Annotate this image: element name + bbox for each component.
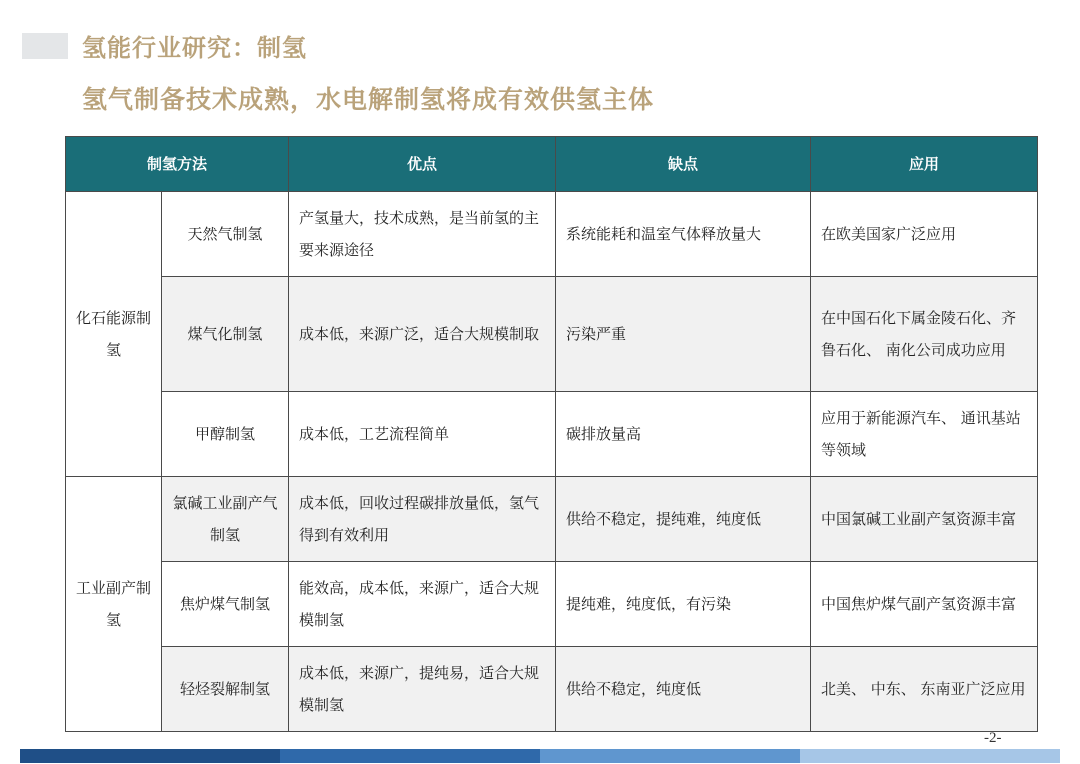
header-cons: 缺点 (556, 137, 811, 192)
cons-cell: 碳排放量高 (556, 392, 811, 477)
method-cell: 轻烃裂解制氢 (162, 647, 289, 732)
table-row (66, 192, 1038, 277)
application-cell: 中国焦炉煤气副产氢资源丰富 (811, 562, 1038, 647)
page-title: 氢能行业研究：制氢 (82, 34, 307, 62)
table-row (66, 477, 1038, 562)
page-subtitle: 氢气制备技术成熟，水电解制氢将成有效供氢主体 (82, 85, 655, 114)
pros-cell: 成本低，工艺流程简单 (289, 392, 556, 477)
application-cell: 北美、 中东、 东南亚广泛应用 (811, 647, 1038, 732)
pros-cell: 能效高，成本低，来源广，适合大规模制氢 (289, 562, 556, 647)
table-row (66, 562, 1038, 647)
application-cell: 应用于新能源汽车、 通讯基站等领域 (811, 392, 1038, 477)
method-cell: 甲醇制氢 (162, 392, 289, 477)
header-application: 应用 (811, 137, 1038, 192)
footer-segment (280, 749, 540, 763)
cons-cell: 污染严重 (556, 277, 811, 392)
table-header-row (66, 137, 1038, 192)
application-cell: 在中国石化下属金陵石化、齐鲁石化、 南化公司成功应用 (811, 277, 1038, 392)
pros-cell: 成本低，来源广，提纯易，适合大规模制氢 (289, 647, 556, 732)
pros-cell: 成本低，回收过程碳排放量低，氢气得到有效利用 (289, 477, 556, 562)
table-row (66, 647, 1038, 732)
method-cell: 天然气制氢 (162, 192, 289, 277)
cons-cell: 供给不稳定，纯度低 (556, 647, 811, 732)
header-pros: 优点 (289, 137, 556, 192)
footer-color-bar (20, 749, 1060, 763)
category-fossil: 化石能源制氢 (66, 192, 162, 477)
category-industrial: 工业副产制氢 (66, 477, 162, 732)
application-cell: 在欧美国家广泛应用 (811, 192, 1038, 277)
pros-cell: 产氢量大，技术成熟，是当前氢的主要来源途径 (289, 192, 556, 277)
cons-cell: 系统能耗和温室气体释放量大 (556, 192, 811, 277)
footer-segment (540, 749, 800, 763)
page-number: -2- (984, 730, 1002, 746)
footer-segment (20, 749, 280, 763)
method-cell: 氯碱工业副产气制氢 (162, 477, 289, 562)
header-accent-block (22, 33, 68, 59)
method-cell: 煤气化制氢 (162, 277, 289, 392)
pros-cell: 成本低，来源广泛，适合大规模制取 (289, 277, 556, 392)
application-cell: 中国氯碱工业副产氢资源丰富 (811, 477, 1038, 562)
footer-segment (800, 749, 1060, 763)
table-row (66, 392, 1038, 477)
method-cell: 焦炉煤气制氢 (162, 562, 289, 647)
cons-cell: 提纯难，纯度低，有污染 (556, 562, 811, 647)
table-row (66, 277, 1038, 392)
hydrogen-production-table (65, 136, 1038, 732)
cons-cell: 供给不稳定，提纯难，纯度低 (556, 477, 811, 562)
header-method: 制氢方法 (66, 137, 289, 192)
